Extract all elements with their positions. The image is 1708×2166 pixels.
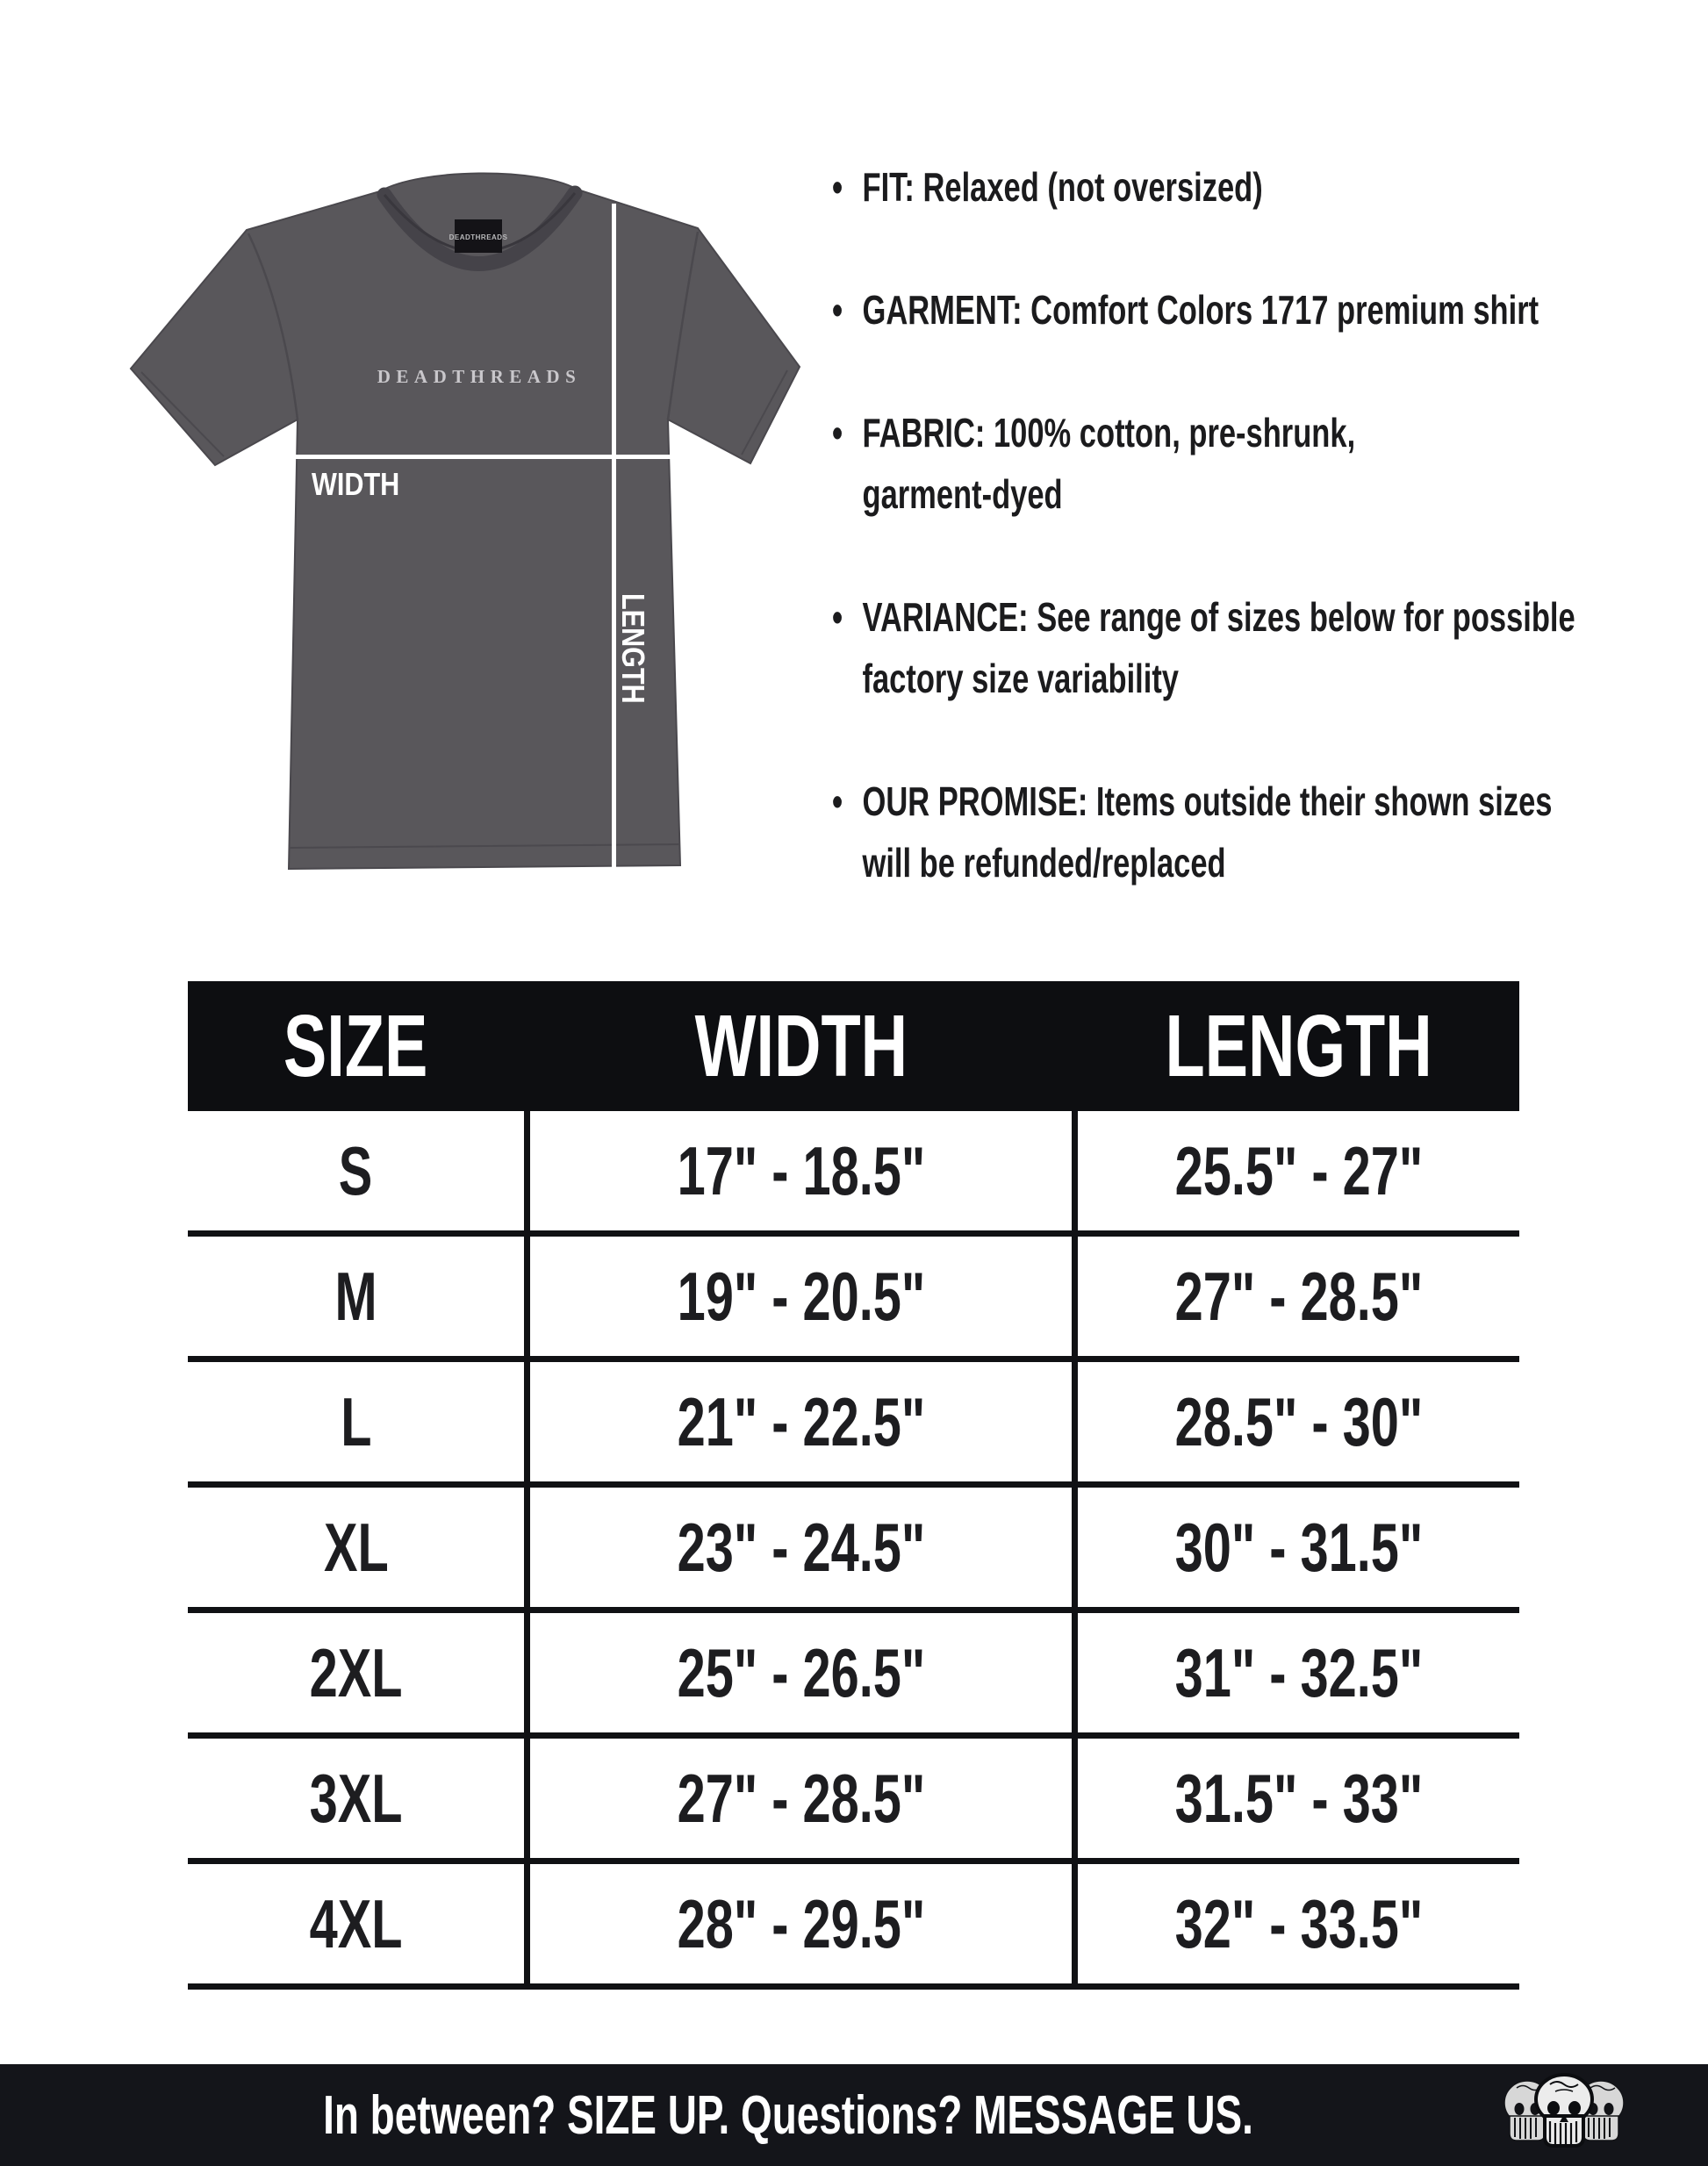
- table-row: [188, 1237, 1519, 1362]
- bullet-line: • OUR PROMISE: Items outside their shown sizes: [862, 778, 1553, 824]
- length-cell: 25.5" - 27": [1174, 1131, 1423, 1209]
- width-measure-label: WIDTH: [312, 467, 400, 503]
- table-row: [188, 1864, 1519, 1990]
- column-header-width: WIDTH: [694, 996, 908, 1095]
- triple-skull-icon: [1494, 2072, 1634, 2156]
- width-cell: 25" - 26.5": [524, 1613, 1078, 1732]
- table-row: [188, 1362, 1519, 1488]
- length-cell: 30" - 31.5": [1174, 1508, 1423, 1586]
- width-cell: 19" - 20.5": [524, 1237, 1078, 1356]
- size-table: [188, 981, 1519, 1990]
- size-cell: L: [340, 1382, 372, 1460]
- tshirt-graphic: [117, 158, 810, 880]
- length-cell: 28.5" - 30": [1174, 1382, 1423, 1460]
- tshirt-figure: [117, 158, 810, 880]
- list-item-fabric: [832, 402, 1675, 525]
- width-measure-line: [274, 455, 728, 459]
- bullet-line: garment-dyed: [862, 471, 1063, 517]
- size-cell: M: [334, 1257, 377, 1335]
- bullet-line: will be refunded/replaced: [862, 840, 1226, 886]
- column-header-length: LENGTH: [1165, 996, 1432, 1095]
- table-row: [188, 1111, 1519, 1237]
- bullet-line: • FIT: Relaxed (not oversized): [862, 164, 1263, 210]
- table-header-row: [188, 981, 1519, 1111]
- size-cell: XL: [323, 1508, 389, 1586]
- bullet-line: factory size variability: [862, 656, 1180, 701]
- chest-print: DEADTHREADS: [377, 366, 582, 387]
- bullet-line: • VARIANCE: See range of sizes below for possible: [862, 594, 1575, 640]
- bullet-line: • GARMENT: Comfort Colors 1717 premium shirt: [862, 287, 1539, 333]
- table-row: [188, 1739, 1519, 1864]
- length-cell: 31" - 32.5": [1174, 1633, 1423, 1711]
- width-cell: 21" - 22.5": [524, 1362, 1078, 1481]
- footer-bar: [0, 2064, 1708, 2166]
- length-measure-line: [612, 204, 616, 880]
- neck-label: DEADTHREADS: [449, 233, 508, 241]
- size-cell: 3XL: [309, 1759, 403, 1837]
- table-row: [188, 1613, 1519, 1739]
- product-details-list: [832, 156, 1675, 955]
- size-cell: 2XL: [309, 1633, 403, 1711]
- width-cell: 17" - 18.5": [524, 1111, 1078, 1230]
- footer-text: In between? SIZE UP. Questions? MESSAGE US.: [323, 2084, 1253, 2146]
- list-item-promise: [832, 771, 1675, 893]
- list-item-variance: [832, 586, 1675, 709]
- length-cell: 32" - 33.5": [1174, 1884, 1423, 1962]
- list-item-garment: [832, 279, 1675, 341]
- width-cell: 23" - 24.5": [524, 1488, 1078, 1607]
- table-row: [188, 1488, 1519, 1613]
- length-cell: 27" - 28.5": [1174, 1257, 1423, 1335]
- size-cell: S: [339, 1131, 373, 1209]
- bullet-line: • FABRIC: 100% cotton, pre-shrunk,: [862, 410, 1356, 455]
- length-cell: 31.5" - 33": [1174, 1759, 1423, 1837]
- tshirt-body: [131, 173, 800, 869]
- width-cell: 28" - 29.5": [524, 1864, 1078, 1983]
- column-header-size: SIZE: [283, 996, 428, 1095]
- size-cell: 4XL: [309, 1884, 403, 1962]
- length-measure-label: LENGTH: [614, 593, 650, 704]
- list-item-fit: [832, 156, 1675, 218]
- width-cell: 27" - 28.5": [524, 1739, 1078, 1858]
